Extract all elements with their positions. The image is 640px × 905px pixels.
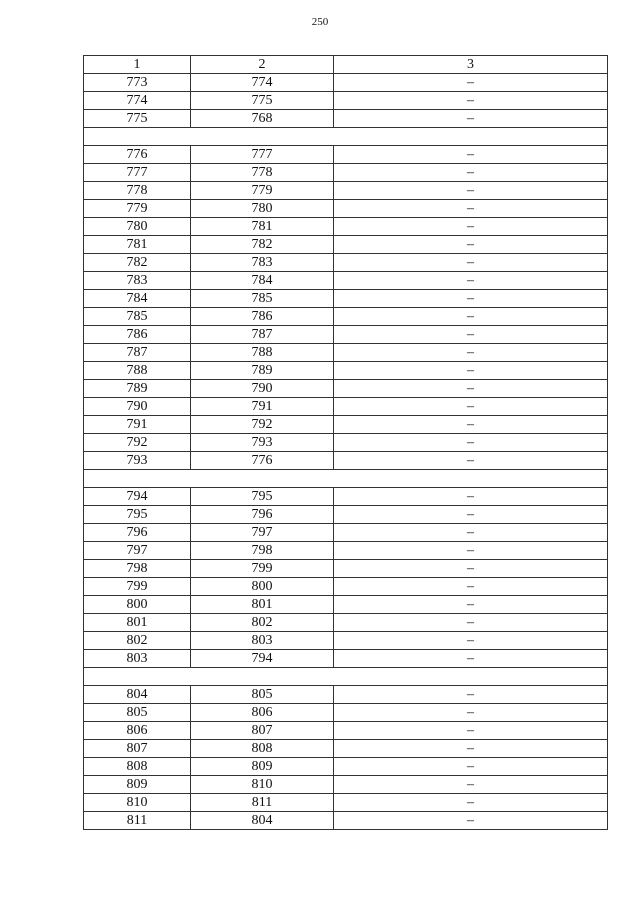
table-row <box>84 614 608 632</box>
table-cell-col1: 803 <box>84 650 191 668</box>
table-cell-col2: 768 <box>191 110 334 128</box>
table-cell-col2: 795 <box>191 488 334 506</box>
table-cell-col2: 806 <box>191 704 334 722</box>
table-cell-col3: – <box>334 326 608 344</box>
table-row <box>84 362 608 380</box>
table-cell-col1: 780 <box>84 218 191 236</box>
table-cell-col1: 774 <box>84 92 191 110</box>
table-row <box>84 794 608 812</box>
table-cell-col2: 794 <box>191 650 334 668</box>
table-cell-col3: – <box>334 740 608 758</box>
table-cell-col1: 782 <box>84 254 191 272</box>
table-cell-col2: 775 <box>191 92 334 110</box>
table-cell-col2: 784 <box>191 272 334 290</box>
table-cell-col1: 785 <box>84 308 191 326</box>
table-cell-col2: 792 <box>191 416 334 434</box>
table-cell-col3: – <box>334 344 608 362</box>
table-cell-col1: 802 <box>84 632 191 650</box>
table-row <box>84 344 608 362</box>
table-cell-col1: 794 <box>84 488 191 506</box>
table-cell-col2: 790 <box>191 380 334 398</box>
table-cell-col3: – <box>334 218 608 236</box>
table-cell-col1: 810 <box>84 794 191 812</box>
table-cell-col2: 803 <box>191 632 334 650</box>
table-row <box>84 200 608 218</box>
header-cell-3: 3 <box>334 56 608 74</box>
table-cell-col2: 787 <box>191 326 334 344</box>
table-cell-col3: – <box>334 596 608 614</box>
table-row <box>84 416 608 434</box>
table-cell-col2: 785 <box>191 290 334 308</box>
table-cell-col2: 777 <box>191 146 334 164</box>
table-cell-col3: – <box>334 524 608 542</box>
table-cell-col3: – <box>334 506 608 524</box>
table-cell-col3: – <box>334 488 608 506</box>
table-cell-col2: 776 <box>191 452 334 470</box>
table-cell-col2: 809 <box>191 758 334 776</box>
table-cell-col2: 791 <box>191 398 334 416</box>
table-cell-col3: – <box>334 452 608 470</box>
table-cell-col1: 804 <box>84 686 191 704</box>
table-row <box>84 596 608 614</box>
table-cell-col2: 782 <box>191 236 334 254</box>
table-cell-col2: 797 <box>191 524 334 542</box>
table-cell-col2: 789 <box>191 362 334 380</box>
table-cell-col2: 780 <box>191 200 334 218</box>
table-row <box>84 740 608 758</box>
table-cell-col2: 788 <box>191 344 334 362</box>
table-cell-col1: 792 <box>84 434 191 452</box>
table-cell-col1: 795 <box>84 506 191 524</box>
table-row <box>84 434 608 452</box>
table-cell-col3: – <box>334 200 608 218</box>
table-row <box>84 236 608 254</box>
table-cell-col1: 787 <box>84 344 191 362</box>
table-cell-col2: 810 <box>191 776 334 794</box>
table-cell-col3: – <box>334 416 608 434</box>
table-cell-col2: 798 <box>191 542 334 560</box>
table-cell-col1: 773 <box>84 74 191 92</box>
table-row <box>84 578 608 596</box>
table-cell-col3: – <box>334 632 608 650</box>
table-cell-col2: 808 <box>191 740 334 758</box>
table-cell-col2: 779 <box>191 182 334 200</box>
table-row <box>84 146 608 164</box>
table-cell-col1: 786 <box>84 326 191 344</box>
table-row <box>84 110 608 128</box>
table-cell-col1: 784 <box>84 290 191 308</box>
table-cell-col1: 788 <box>84 362 191 380</box>
table-row <box>84 218 608 236</box>
header-cell-1: 1 <box>84 56 191 74</box>
table-cell-col1: 808 <box>84 758 191 776</box>
table-cell-col3: – <box>334 290 608 308</box>
table-cell-col3: – <box>334 236 608 254</box>
table-row <box>84 632 608 650</box>
table-cell-col2: 796 <box>191 506 334 524</box>
table-cell-col3: – <box>334 254 608 272</box>
table-cell-col1: 777 <box>84 164 191 182</box>
table-row <box>84 92 608 110</box>
table-row <box>84 560 608 578</box>
table-cell-col1: 775 <box>84 110 191 128</box>
table-cell-col2: 802 <box>191 614 334 632</box>
table-cell-col3: – <box>334 146 608 164</box>
table-cell-col2: 781 <box>191 218 334 236</box>
table-cell-col2: 786 <box>191 308 334 326</box>
table-cell-col2: 800 <box>191 578 334 596</box>
table-cell-col3: – <box>334 758 608 776</box>
table-cell-col3: – <box>334 722 608 740</box>
table-cell-col3: – <box>334 182 608 200</box>
table-cell-col3: – <box>334 308 608 326</box>
table-cell-col3: – <box>334 560 608 578</box>
table-cell-col1: 809 <box>84 776 191 794</box>
table-row <box>84 182 608 200</box>
table-row <box>84 686 608 704</box>
table-row <box>84 776 608 794</box>
table-cell-col3: – <box>334 398 608 416</box>
table-cell-col2: 801 <box>191 596 334 614</box>
table-cell-col2: 807 <box>191 722 334 740</box>
table-cell-col1: 793 <box>84 452 191 470</box>
table-cell-col1: 799 <box>84 578 191 596</box>
table-row <box>84 254 608 272</box>
table-row <box>84 488 608 506</box>
header-cell-2: 2 <box>191 56 334 74</box>
table-cell-col1: 783 <box>84 272 191 290</box>
table-cell-col1: 779 <box>84 200 191 218</box>
table-cell-col2: 793 <box>191 434 334 452</box>
separator-cell <box>84 470 608 488</box>
table-row <box>84 452 608 470</box>
table-cell-col2: 805 <box>191 686 334 704</box>
table-cell-col1: 805 <box>84 704 191 722</box>
table-cell-col1: 811 <box>84 812 191 830</box>
table-row <box>84 542 608 560</box>
table-cell-col3: – <box>334 110 608 128</box>
table-cell-col3: – <box>334 542 608 560</box>
table-cell-col3: – <box>334 650 608 668</box>
table-cell-col2: 799 <box>191 560 334 578</box>
separator-cell <box>84 668 608 686</box>
table-row <box>84 74 608 92</box>
table-cell-col1: 807 <box>84 740 191 758</box>
table-cell-col1: 801 <box>84 614 191 632</box>
table-cell-col3: – <box>334 434 608 452</box>
table-row <box>84 650 608 668</box>
table-cell-col1: 789 <box>84 380 191 398</box>
table-row <box>84 506 608 524</box>
section-separator-row <box>84 470 608 488</box>
table-row <box>84 272 608 290</box>
table-cell-col1: 800 <box>84 596 191 614</box>
table-cell-col1: 791 <box>84 416 191 434</box>
table-row <box>84 398 608 416</box>
data-table <box>83 55 608 830</box>
table-cell-col3: – <box>334 704 608 722</box>
table-cell-col3: – <box>334 272 608 290</box>
table-row <box>84 704 608 722</box>
table-cell-col1: 797 <box>84 542 191 560</box>
table-header-row <box>84 56 608 74</box>
table-cell-col3: – <box>334 164 608 182</box>
table-cell-col2: 778 <box>191 164 334 182</box>
table-row <box>84 380 608 398</box>
table-cell-col3: – <box>334 362 608 380</box>
table-row <box>84 290 608 308</box>
table-cell-col1: 776 <box>84 146 191 164</box>
table-cell-col2: 774 <box>191 74 334 92</box>
table-cell-col1: 796 <box>84 524 191 542</box>
section-separator-row <box>84 668 608 686</box>
table-body <box>84 74 608 830</box>
table-cell-col3: – <box>334 812 608 830</box>
table-cell-col3: – <box>334 380 608 398</box>
table-cell-col2: 783 <box>191 254 334 272</box>
section-separator-row <box>84 128 608 146</box>
table-cell-col2: 811 <box>191 794 334 812</box>
table-cell-col3: – <box>334 74 608 92</box>
separator-cell <box>84 128 608 146</box>
table-row <box>84 326 608 344</box>
table-row <box>84 758 608 776</box>
table-cell-col3: – <box>334 92 608 110</box>
table-row <box>84 812 608 830</box>
table-cell-col3: – <box>334 614 608 632</box>
table-cell-col1: 790 <box>84 398 191 416</box>
table-cell-col1: 806 <box>84 722 191 740</box>
table-cell-col3: – <box>334 776 608 794</box>
table-cell-col1: 798 <box>84 560 191 578</box>
table-cell-col3: – <box>334 686 608 704</box>
table-row <box>84 722 608 740</box>
table-cell-col3: – <box>334 794 608 812</box>
table-cell-col3: – <box>334 578 608 596</box>
page-number: 250 <box>311 16 329 28</box>
table-row <box>84 308 608 326</box>
table-cell-col2: 804 <box>191 812 334 830</box>
table-cell-col1: 778 <box>84 182 191 200</box>
table-row <box>84 164 608 182</box>
table-row <box>84 524 608 542</box>
table-cell-col1: 781 <box>84 236 191 254</box>
